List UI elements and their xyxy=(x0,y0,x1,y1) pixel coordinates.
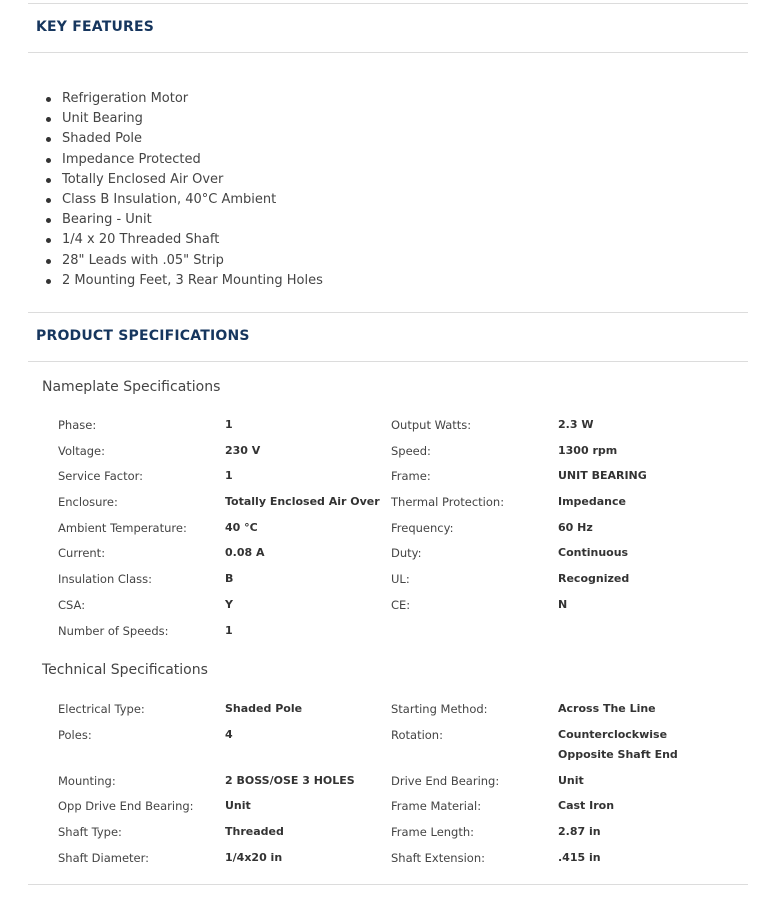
spec-label: Frame Length: xyxy=(391,825,475,840)
table-row xyxy=(58,518,748,544)
bullet-icon xyxy=(46,218,51,223)
table-row xyxy=(58,441,748,467)
bullet-icon xyxy=(46,198,51,203)
spec-value-line-2: Opposite Shaft End xyxy=(558,747,678,761)
technical-specifications-heading: Technical Specifications xyxy=(42,662,208,678)
nameplate-specifications-heading: Nameplate Specifications xyxy=(42,379,221,395)
spec-label: Number of Speeds: xyxy=(58,623,169,638)
spec-label: Frequency: xyxy=(391,520,454,535)
list-item: Bearing - Unit xyxy=(46,210,323,230)
spec-value: Across The Line xyxy=(558,702,656,715)
spec-label: Frame: xyxy=(391,469,431,484)
divider xyxy=(28,312,748,313)
spec-label: Output Watts: xyxy=(391,418,472,432)
divider xyxy=(28,3,748,4)
spec-value: Threaded xyxy=(225,825,284,839)
spec-label: Service Factor: xyxy=(58,469,144,484)
spec-label: Voltage: xyxy=(58,443,106,458)
spec-value: 1 xyxy=(225,418,233,431)
bullet-icon xyxy=(46,238,51,243)
spec-value: 2 BOSS/OSE 3 HOLES xyxy=(225,773,355,787)
table-row xyxy=(58,796,748,822)
spec-label: Opp Drive End Bearing: xyxy=(58,799,194,814)
bullet-icon xyxy=(46,259,51,264)
product-specifications-title: PRODUCT SPECIFICATIONS xyxy=(36,328,250,344)
bullet-icon xyxy=(46,97,51,102)
spec-label: CE: xyxy=(391,597,411,612)
spec-label: Rotation: xyxy=(391,727,443,742)
table-row xyxy=(58,699,748,725)
spec-value: 1 xyxy=(225,623,233,637)
table-row xyxy=(58,771,748,797)
key-features-list xyxy=(46,89,323,291)
table-row xyxy=(58,543,748,569)
spec-label: Shaft Diameter: xyxy=(58,850,150,865)
spec-value: Counterclockwise xyxy=(558,727,668,741)
table-row xyxy=(58,725,748,771)
technical-specifications-table xyxy=(58,699,748,873)
list-item: 28" Leads with .05" Strip xyxy=(46,251,323,271)
table-row xyxy=(58,415,748,441)
spec-value: 40 °C xyxy=(225,520,258,534)
spec-value: 60 Hz xyxy=(558,520,593,534)
spec-value: Impedance xyxy=(558,495,626,509)
spec-value: Continuous xyxy=(558,546,629,560)
table-row xyxy=(58,621,748,647)
table-row xyxy=(58,466,748,492)
spec-value: 0.08 A xyxy=(225,546,265,560)
spec-value: 2.3 W xyxy=(558,418,594,431)
spec-value: 1300 rpm xyxy=(558,443,618,457)
spec-value: Shaded Pole xyxy=(225,702,303,715)
spec-label: Phase: xyxy=(58,418,97,432)
spec-value: Unit xyxy=(225,799,251,813)
spec-label: Electrical Type: xyxy=(58,702,145,716)
spec-label: Thermal Protection: xyxy=(391,495,505,510)
spec-value: 230 V xyxy=(225,443,261,457)
table-row xyxy=(58,569,748,595)
spec-value: Cast Iron xyxy=(558,799,615,813)
spec-label: Mounting: xyxy=(58,773,116,788)
spec-label: Insulation Class: xyxy=(58,572,153,587)
spec-value: Recognized xyxy=(558,572,630,586)
spec-label: UL: xyxy=(391,572,410,587)
list-item: Impedance Protected xyxy=(46,150,323,170)
list-item: 1/4 x 20 Threaded Shaft xyxy=(46,230,323,250)
spec-value: B xyxy=(225,572,234,586)
list-item: Totally Enclosed Air Over xyxy=(46,170,323,190)
divider xyxy=(28,52,748,53)
spec-value: 1/4x20 in xyxy=(225,850,283,864)
spec-label: Drive End Bearing: xyxy=(391,773,500,788)
table-row xyxy=(58,822,748,848)
spec-label: Starting Method: xyxy=(391,702,488,716)
spec-value: Y xyxy=(225,597,233,611)
list-item: Unit Bearing xyxy=(46,109,323,129)
spec-label: Ambient Temperature: xyxy=(58,520,187,535)
nameplate-specifications-table xyxy=(58,415,748,646)
table-row xyxy=(58,492,748,518)
spec-value: Totally Enclosed Air Over xyxy=(225,495,380,509)
bullet-icon xyxy=(46,117,51,122)
table-row xyxy=(58,595,748,621)
table-row xyxy=(58,848,748,874)
bullet-icon xyxy=(46,178,51,183)
spec-label: Poles: xyxy=(58,727,92,742)
divider xyxy=(28,361,748,362)
key-features-title: KEY FEATURES xyxy=(36,19,155,35)
list-item: Class B Insulation, 40°C Ambient xyxy=(46,190,323,210)
spec-label: Shaft Type: xyxy=(58,825,122,840)
spec-label: Current: xyxy=(58,546,106,561)
list-item: Shaded Pole xyxy=(46,129,323,149)
spec-value: N xyxy=(558,597,568,611)
bullet-icon xyxy=(46,158,51,163)
spec-value: Unit xyxy=(558,773,584,787)
bullet-icon xyxy=(46,279,51,284)
spec-label: Shaft Extension: xyxy=(391,850,485,865)
bullet-icon xyxy=(46,137,51,142)
spec-label: Enclosure: xyxy=(58,495,118,510)
spec-value: 2.87 in xyxy=(558,825,601,839)
spec-label: Frame Material: xyxy=(391,799,482,814)
spec-label: Speed: xyxy=(391,443,431,458)
divider xyxy=(28,884,748,885)
list-item: 2 Mounting Feet, 3 Rear Mounting Holes xyxy=(46,271,323,291)
spec-value: 4 xyxy=(225,727,233,741)
spec-value: 1 xyxy=(225,469,233,483)
spec-label: CSA: xyxy=(58,597,86,612)
spec-label: Duty: xyxy=(391,546,422,561)
spec-value: .415 in xyxy=(558,850,601,864)
list-item: Refrigeration Motor xyxy=(46,89,323,109)
spec-value: UNIT BEARING xyxy=(558,469,647,483)
